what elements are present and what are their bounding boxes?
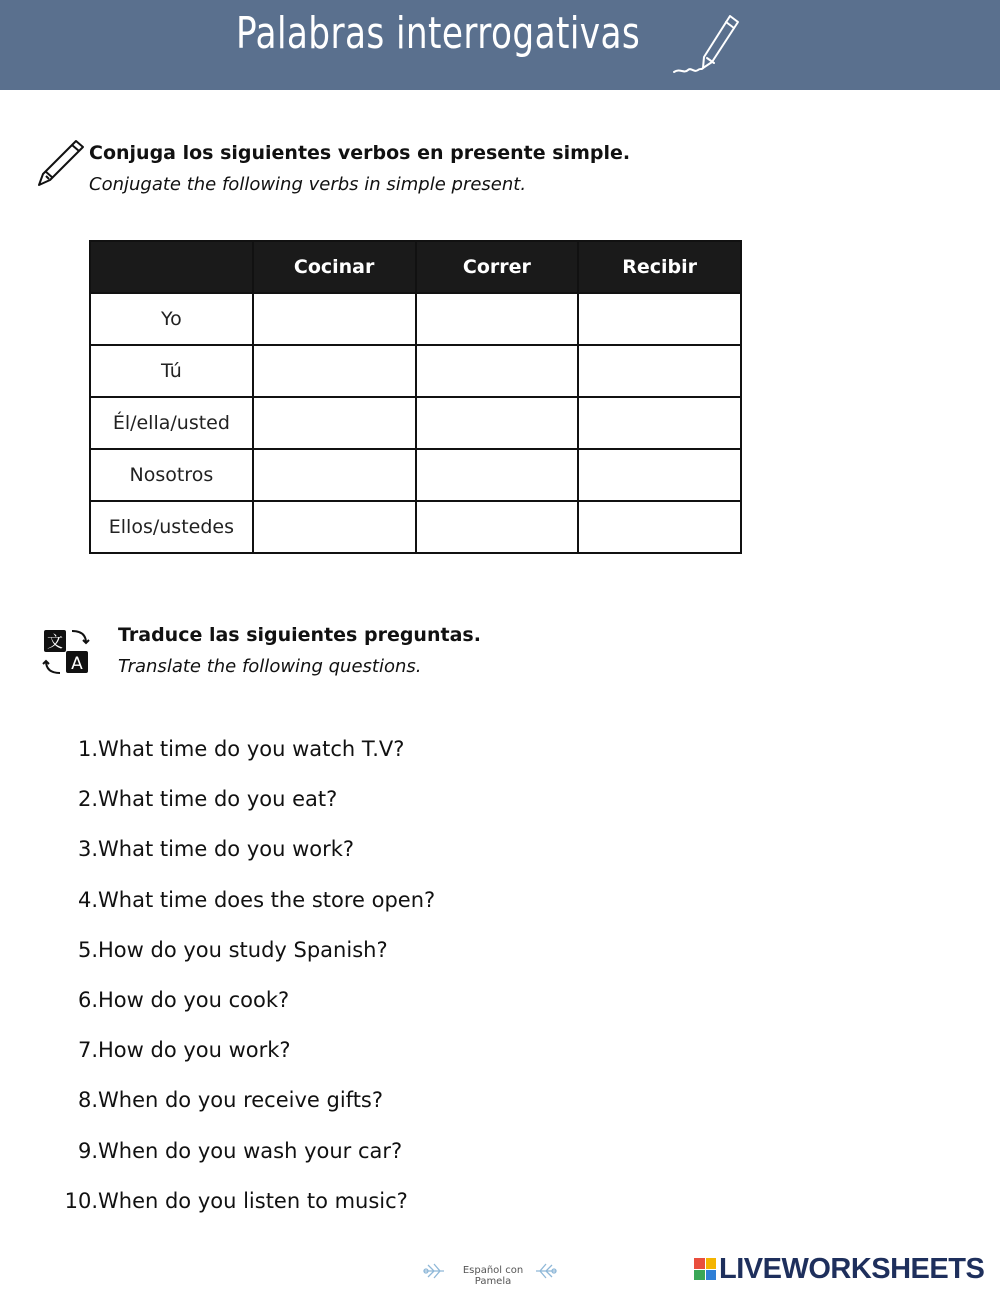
answer-cell[interactable]: [416, 449, 579, 501]
question-text: When do you wash your car?: [98, 1138, 403, 1163]
pronoun-cell: Yo: [90, 293, 253, 345]
translate-icon: [42, 628, 90, 676]
table-header-verb: Cocinar: [253, 241, 416, 293]
question-text: How do you study Spanish?: [98, 937, 388, 962]
answer-cell[interactable]: [578, 449, 741, 501]
table-header-verb: Recibir: [578, 241, 741, 293]
answer-cell[interactable]: [578, 501, 741, 553]
table-header-row: [90, 241, 741, 293]
question-text: When do you listen to music?: [98, 1188, 408, 1213]
table-header-verb: Correr: [416, 241, 579, 293]
instruction-english: Translate the following questions.: [118, 656, 422, 677]
list-item: [60, 1139, 435, 1189]
list-item: [60, 1038, 435, 1088]
answer-cell[interactable]: [253, 501, 416, 553]
page-title: Palabras interrogativas: [236, 8, 641, 59]
list-item: [60, 787, 435, 837]
pencil-icon: [672, 10, 744, 80]
answer-cell[interactable]: [578, 293, 741, 345]
pronoun-cell: Nosotros: [90, 449, 253, 501]
answer-cell[interactable]: [416, 501, 579, 553]
question-number: 7.: [77, 1038, 98, 1063]
list-item: [60, 888, 435, 938]
question-number: 10.: [64, 1188, 98, 1213]
list-item: [60, 938, 435, 988]
header-banner: [0, 0, 1000, 90]
question-number: 9.: [77, 1138, 98, 1163]
liveworksheets-badge-icon: [694, 1258, 716, 1280]
instruction-spanish: Conjuga los siguientes verbos en presente simple.: [89, 142, 631, 164]
question-text: What time does the store open?: [98, 887, 436, 912]
answer-cell[interactable]: [253, 397, 416, 449]
answer-cell[interactable]: [253, 293, 416, 345]
instruction-english: Conjugate the following verbs in simple present.: [89, 174, 527, 195]
translation-instructions: [118, 623, 481, 679]
question-list: [60, 737, 435, 1239]
question-number: 6.: [77, 987, 98, 1012]
question-text: How do you work?: [98, 1038, 291, 1063]
question-text: How do you cook?: [98, 987, 290, 1012]
table-header-empty: [90, 241, 253, 293]
list-item: [60, 837, 435, 887]
list-item: [60, 1189, 435, 1239]
answer-cell[interactable]: [253, 449, 416, 501]
question-number: 4.: [77, 887, 98, 912]
question-number: 3.: [77, 837, 98, 862]
answer-cell[interactable]: [253, 345, 416, 397]
svg-text:文: 文: [46, 632, 64, 651]
list-item: [60, 1088, 435, 1138]
question-number: 1.: [77, 737, 98, 761]
answer-cell[interactable]: [416, 293, 579, 345]
table-row: [90, 397, 741, 449]
svg-text:A: A: [71, 654, 83, 674]
table-row: [90, 293, 741, 345]
pronoun-cell: Ellos/ustedes: [90, 501, 253, 553]
conjugation-instructions: [89, 141, 630, 197]
table-row: [90, 449, 741, 501]
conjugation-table: [89, 240, 742, 554]
liveworksheets-logo[interactable]: [694, 1254, 984, 1284]
pronoun-cell: Tú: [90, 345, 253, 397]
author-logo-text: Español con Pamela: [462, 1265, 524, 1287]
answer-cell[interactable]: [416, 397, 579, 449]
list-item: [60, 988, 435, 1038]
list-item: [60, 737, 435, 787]
question-number: 8.: [77, 1088, 98, 1113]
table-row: [90, 345, 741, 397]
answer-cell[interactable]: [416, 345, 579, 397]
pronoun-cell: Él/ella/usted: [90, 397, 253, 449]
question-text: When do you receive gifts?: [98, 1088, 384, 1113]
question-text: What time do you work?: [98, 837, 355, 862]
answer-cell[interactable]: [578, 345, 741, 397]
instruction-spanish: Traduce las siguientes preguntas.: [118, 624, 481, 646]
question-number: 5.: [77, 937, 98, 962]
question-number: 2.: [77, 787, 98, 812]
pencil-icon: [36, 138, 86, 188]
liveworksheets-brand: LIVEWORKSHEETS: [719, 1252, 985, 1285]
answer-cell[interactable]: [578, 397, 741, 449]
question-text: What time do you eat?: [98, 787, 338, 812]
table-row: [90, 501, 741, 553]
question-text: What time do you watch T.V?: [98, 737, 405, 761]
